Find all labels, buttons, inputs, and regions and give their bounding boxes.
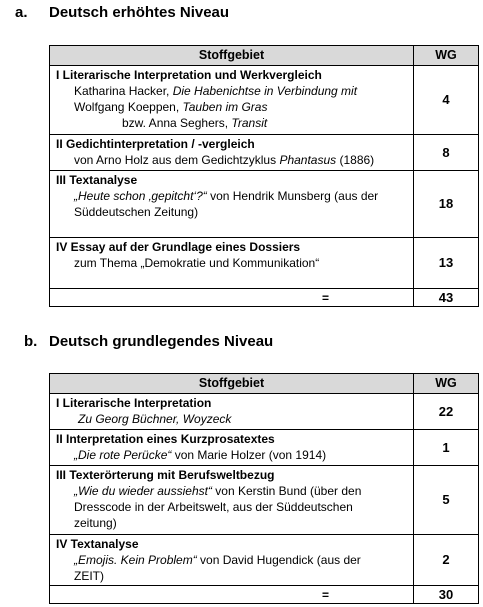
topic-line: [56, 483, 409, 499]
topic-title: IV Textanalyse: [56, 537, 139, 551]
header-wg: WG: [414, 374, 479, 394]
topic-text: Katharina Hacker,: [74, 84, 173, 98]
total-value: 43: [414, 289, 479, 307]
table-row: [50, 394, 479, 430]
wg-value: 22: [414, 394, 479, 430]
topic-line: [56, 115, 409, 131]
total-row: [50, 586, 479, 604]
topic-cell: [50, 535, 414, 586]
topic-cell: [50, 394, 414, 430]
topic-line: [56, 152, 409, 168]
wg-value: 8: [414, 135, 479, 171]
topic-cell: [50, 238, 414, 289]
topic-line: [56, 552, 409, 568]
wg-value: 1: [414, 430, 479, 466]
topic-work: Die Habenichtse in Verbindung mit: [172, 84, 358, 98]
topic-line: Dresscode in der Arbeitswelt, aus der Süddeutschen: [74, 500, 353, 514]
section-a-heading: [15, 4, 229, 22]
wg-value: 2: [414, 535, 479, 586]
topic-title: III Texterörterung mit Berufsweltbezug: [56, 468, 275, 482]
topic-title: II Gedichtinterpretation / -vergleich: [56, 137, 255, 151]
topic-text: (1886): [336, 153, 375, 167]
topic-text: von Hendrik Munsberg (aus der: [206, 189, 379, 203]
topic-line: [56, 447, 409, 463]
section-a-letter: a.: [15, 4, 28, 21]
topic-cell: [50, 171, 414, 238]
table-header-row: [50, 46, 479, 66]
topic-text: von Marie Holzer (von 1914): [171, 448, 327, 462]
wg-value: 5: [414, 466, 479, 535]
topic-line: [56, 99, 409, 115]
table-row: [50, 535, 479, 586]
topic-title: II Interpretation eines Kurzprosatextes: [56, 432, 275, 446]
topic-work: „Die rote Perücke“: [74, 448, 172, 462]
topic-cell: [50, 466, 414, 535]
topic-work: Transit: [231, 116, 268, 130]
table-row: [50, 135, 479, 171]
topic-line: zum Thema „Demokratie und Kommunikation“: [74, 256, 320, 270]
table-row: [50, 171, 479, 238]
topic-text: von Arno Holz aus dem Gedichtzyklus: [74, 153, 280, 167]
topic-line: [56, 188, 409, 204]
topic-text: Wolfgang Koeppen,: [74, 100, 183, 114]
table-row: [50, 430, 479, 466]
topic-line: zeitung): [74, 516, 117, 530]
header-stoffgebiet: Stoffgebiet: [50, 374, 414, 394]
table-section-a: [49, 45, 479, 307]
section-a-title: Deutsch erhöhtes Niveau: [49, 4, 230, 21]
topic-text: bzw. Anna Seghers,: [122, 116, 232, 130]
section-b-heading: [24, 333, 273, 351]
topic-line: [56, 83, 409, 99]
section-b-title: Deutsch grundlegendes Niveau: [49, 333, 274, 350]
topic-cell: [50, 135, 414, 171]
topic-line: ZEIT): [74, 569, 104, 583]
total-label: =: [50, 586, 414, 604]
table-row: [50, 66, 479, 135]
topic-work: „Heute schon ‚gepitcht‘?“: [74, 189, 207, 203]
topic-work: „Emojis. Kein Problem“: [74, 553, 197, 567]
header-stoffgebiet: Stoffgebiet: [50, 46, 414, 66]
table-row: [50, 466, 479, 535]
topic-work: Phantasus: [279, 153, 337, 167]
topic-work: „Wie du wieder aussiehst“: [74, 484, 212, 498]
topic-text: von Kerstin Bund (über den: [211, 484, 362, 498]
total-value: 30: [414, 586, 479, 604]
topic-title: I Literarische Interpretation und Werkvergleich: [56, 68, 322, 82]
topic-cell: [50, 430, 414, 466]
topic-title: III Textanalyse: [56, 173, 138, 187]
wg-value: 18: [414, 171, 479, 238]
topic-work: Tauben im Gras: [182, 100, 268, 114]
table-row: [50, 238, 479, 289]
total-label: =: [50, 289, 414, 307]
total-row: [50, 289, 479, 307]
topic-title: IV Essay auf der Grundlage eines Dossiers: [56, 240, 301, 254]
wg-value: 13: [414, 238, 479, 289]
topic-line: Zu Georg Büchner, Woyzeck: [78, 412, 232, 426]
topic-cell: [50, 66, 414, 135]
topic-title: I Literarische Interpretation: [56, 396, 212, 410]
topic-line: Süddeutschen Zeitung): [74, 205, 199, 219]
wg-value: 4: [414, 66, 479, 135]
topic-text: von David Hugendick (aus der: [196, 553, 361, 567]
table-header-row: [50, 374, 479, 394]
section-b-letter: b.: [24, 333, 38, 350]
table-section-b: [49, 373, 479, 604]
header-wg: WG: [414, 46, 479, 66]
